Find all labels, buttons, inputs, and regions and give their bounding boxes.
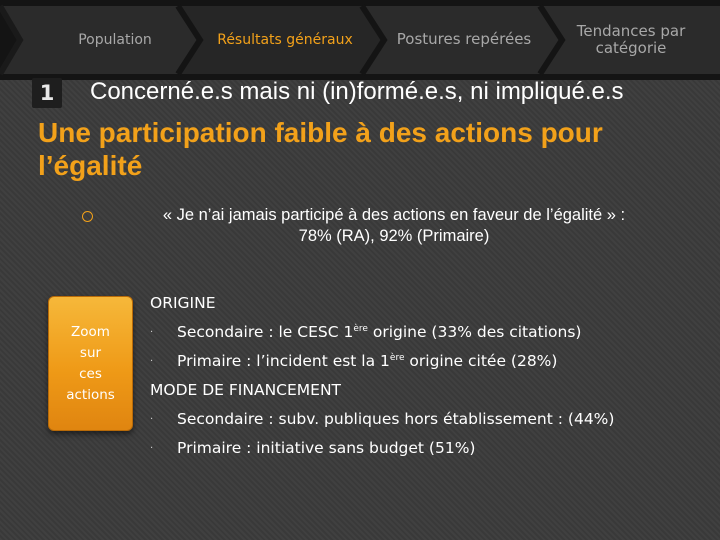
bullet-dot-icon: · <box>150 443 154 454</box>
financement-heading: MODE DE FINANCEMENT <box>150 381 342 399</box>
section-title: Concerné.e.s mais ni (in)formé.e.s, ni impliqué.e.s <box>90 78 624 105</box>
slide-title-line1: Une participation faible à des actions pour <box>38 117 603 148</box>
step-population[interactable] <box>40 0 190 80</box>
origine-item-text: Secondaire : le CESC 1 <box>177 323 354 341</box>
quote-line1: « Je n’ai jamais participé à des actions en faveur de l’égalité » : <box>162 206 626 224</box>
zoom-line1: Zoom <box>71 323 110 340</box>
zoom-line3: ces <box>79 365 102 382</box>
origine-item-text: Primaire : l’incident est la 1 <box>177 352 390 370</box>
quote-statement <box>104 205 684 247</box>
circle-bullet-icon <box>82 211 93 222</box>
financement-item-text: Secondaire : subv. publiques hors établissement : (44%) <box>177 410 615 428</box>
section-number-badge: 1 <box>32 78 62 108</box>
origine-item-text-rest: origine citée (28%) <box>404 352 558 370</box>
ordinal-superscript: ère <box>389 353 405 363</box>
step-tendances-categorie[interactable] <box>556 0 706 80</box>
details-list <box>150 289 710 463</box>
zoom-line2: sur <box>79 344 102 361</box>
step-tendances-label-line2: catégorie <box>595 39 667 57</box>
step-navigation-bar <box>0 0 720 80</box>
ordinal-superscript: ère <box>353 324 368 334</box>
step-resultats-generaux[interactable] <box>200 0 370 80</box>
step-postures-label: Postures repérées <box>396 30 532 49</box>
origine-item-text-rest: origine (33% des citations) <box>367 323 582 341</box>
step-population-label: Population <box>78 31 152 48</box>
zoom-actions-label <box>56 322 126 406</box>
bullet-dot-icon: · <box>150 356 154 367</box>
step-resultats-label: Résultats généraux <box>217 31 353 48</box>
zoom-actions-button[interactable] <box>48 296 133 431</box>
step-postures-reperees[interactable] <box>384 0 544 80</box>
quote-line2: 78% (RA), 92% (Primaire) <box>298 227 490 245</box>
origine-heading: ORIGINE <box>150 294 216 312</box>
slide-title-line2: l’égalité <box>38 150 143 181</box>
slide-title <box>38 116 688 182</box>
zoom-line4: actions <box>66 386 115 403</box>
step-tendances-label-line1: Tendances par <box>576 21 686 40</box>
financement-item-secondaire <box>150 405 710 434</box>
bullet-dot-icon: · <box>150 327 154 338</box>
origine-item-secondaire <box>150 318 710 347</box>
bullet-dot-icon: · <box>150 414 154 425</box>
financement-item-primaire <box>150 434 710 463</box>
financement-item-text: Primaire : initiative sans budget (51%) <box>177 439 476 457</box>
origine-item-primaire <box>150 347 710 376</box>
